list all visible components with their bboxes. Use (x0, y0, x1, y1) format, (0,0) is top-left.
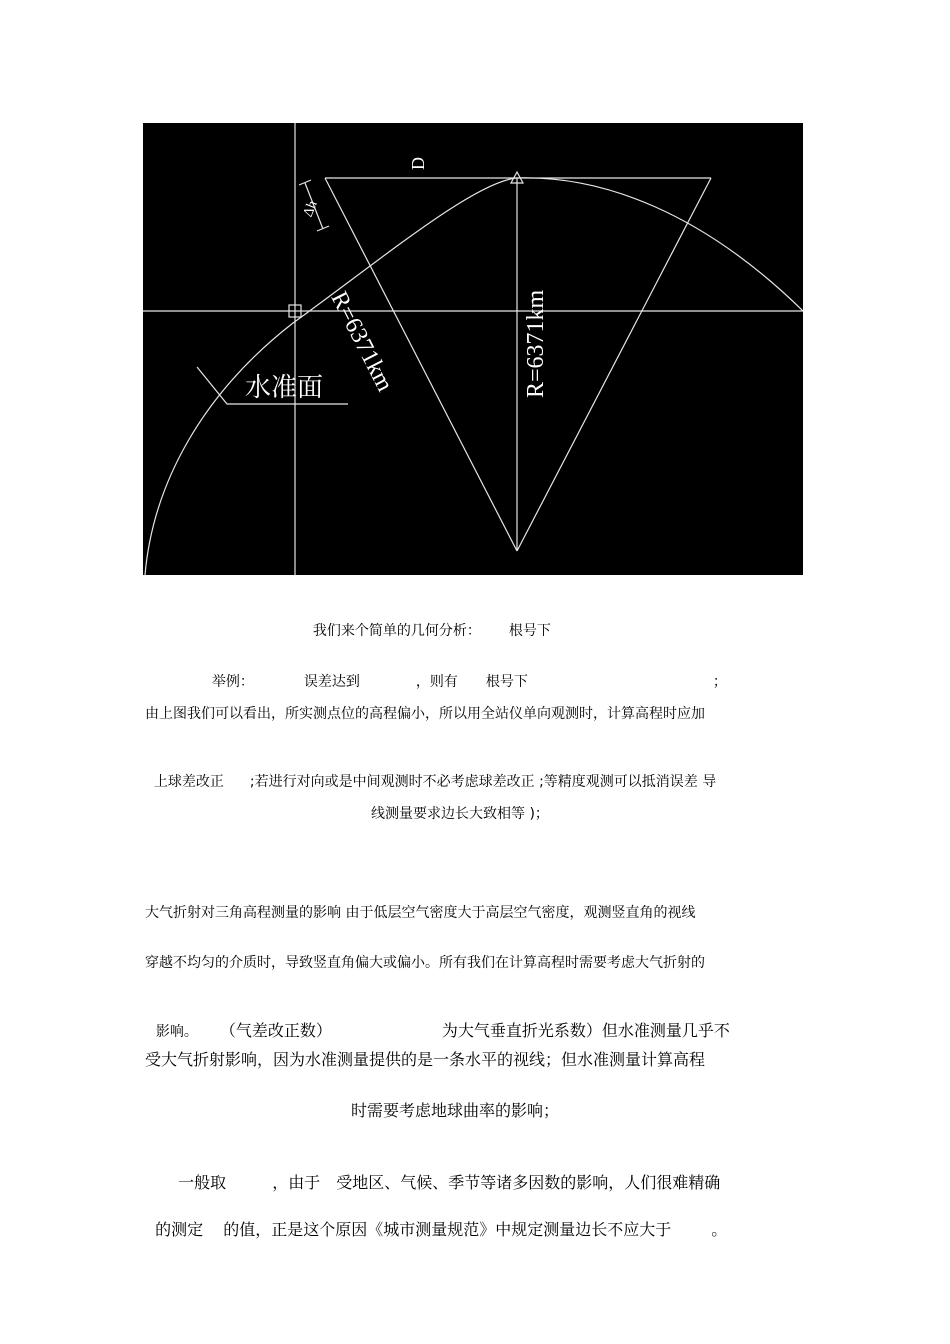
paragraph-2-line-5: 时需要考虑地球曲率的影响； (351, 1101, 560, 1120)
paragraph-2-line-1: 大气折射对三角高程测量的影响 由于低层空气密度大于高层空气密度，观测竖直角的视线 (145, 905, 696, 921)
earth-curvature-diagram (143, 123, 803, 575)
sqrt-label: 根号下 (508, 623, 551, 639)
paragraph-1-line-2 (145, 755, 716, 791)
analysis-line (304, 604, 551, 640)
semicolon: ； (712, 674, 727, 690)
label-radius-right: R=6371km (523, 289, 549, 398)
triangle-left-edge (325, 178, 517, 551)
refraction-coefficient-text: 为大气垂直折光系数）但水准测量几乎不 (441, 1021, 730, 1040)
paragraph-2-line-4: 受大气折射影响，因为水准测量提供的是一条水平的视线；但水准测量计算高程 (145, 1050, 706, 1069)
paragraph-2-line-3 (147, 1002, 730, 1042)
example-label: 举例： (211, 674, 254, 690)
period: 。 (711, 1220, 728, 1239)
delta-h-label: Δh (300, 198, 321, 220)
paragraph-2-line-2: 穿越不均匀的介质时，导致竖直角偏大或偏小。所有我们在计算高程时需要考虑大气折射的 (145, 955, 705, 971)
label-level-surface: 水准面 (245, 373, 324, 403)
paragraph-1-line-1: 由上图我们可以看出，所实测点位的高程偏小，所以用全站仪单向观测时，计算高程时应加 (145, 706, 705, 722)
specification-text: 的值，正是这个原因《城市测量规范》中规定测量边长不应大于 (223, 1220, 672, 1239)
paragraph-3-line-1 (168, 1150, 720, 1194)
dimension-tick-bottom (317, 226, 329, 231)
since-text: ，由于 (272, 1173, 321, 1192)
level-surface-arc (145, 178, 803, 575)
paragraph-1-line-3: 线测量要求边长大致相等 )； (371, 806, 549, 822)
analysis-intro: 我们来个简单的几何分析： (312, 623, 481, 639)
error-reach-text: 误差达到 (303, 674, 360, 690)
influence-text: 影响。 (155, 1024, 198, 1040)
label-radius-left: R=6371km (325, 287, 398, 396)
label-D: D (408, 157, 428, 170)
measure-text: 的测定 (155, 1220, 204, 1239)
factors-text: 受地区、气候、季节等诸多因数的影响，人们很难精确 (336, 1173, 721, 1192)
generally-take-text: 一般取 (178, 1173, 227, 1192)
sqrt-label-2: 根号下 (485, 674, 528, 690)
refraction-correction-text: （气差改正数） (219, 1021, 332, 1040)
then-text: ，则有 (415, 674, 458, 690)
diagram-canvas (143, 123, 803, 575)
sphere-correction-text: 上球差改正 (153, 774, 224, 790)
opposite-observation-text: ;若进行对向或是中间观测时不必考虑球差改正 ;等精度观测可以抵消误差 导 (249, 774, 717, 790)
example-line (203, 655, 727, 691)
paragraph-3-line-2 (145, 1197, 727, 1241)
